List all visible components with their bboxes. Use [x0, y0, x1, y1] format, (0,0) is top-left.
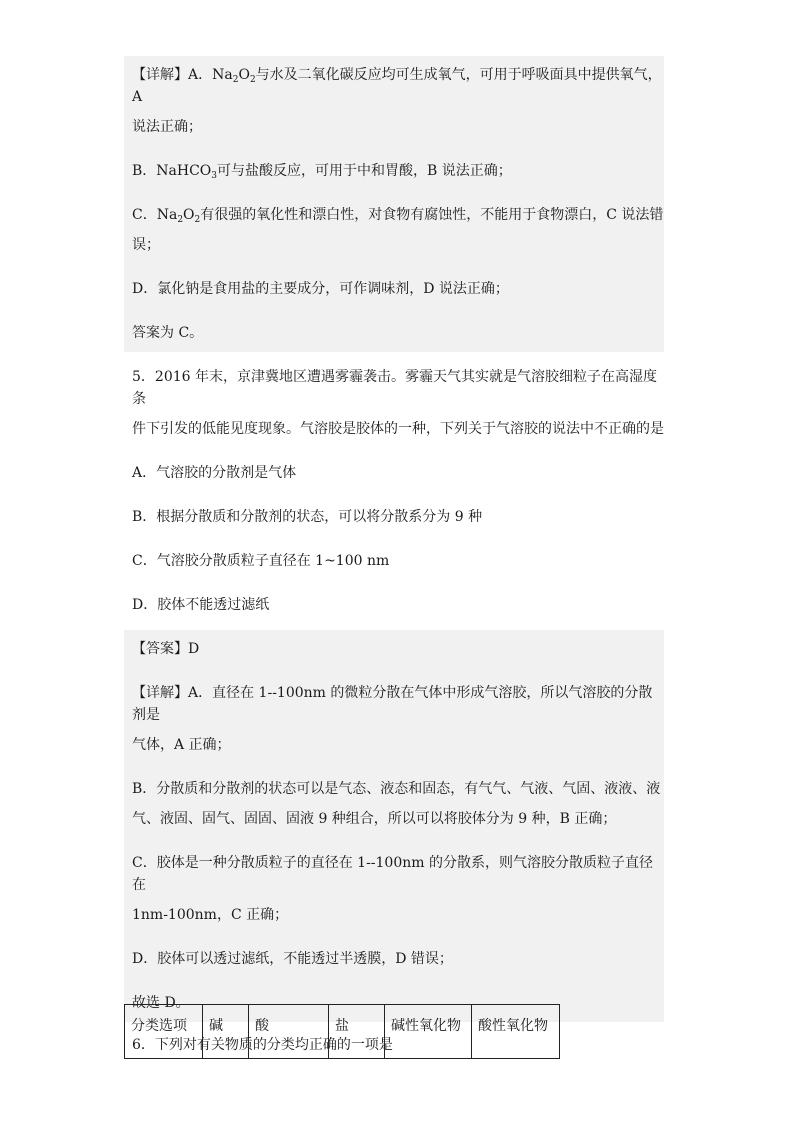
q5-option-c: C．气溶胶分散质粒子直径在 1~100 nm [132, 553, 390, 569]
q5-option-d: D．胶体不能透过滤纸 [132, 597, 270, 613]
q5-explain-b1: B．分散质和分散剂的状态可以是气态、液态和固态，有气气、气液、气固、液液、液 [132, 781, 661, 797]
explain-line-a2: 说法正确； [132, 119, 202, 135]
q5-explain-c2: 1nm-100nm，C 正确； [132, 907, 289, 923]
table-header-cell: 盐 [329, 1005, 385, 1059]
q5-explain-a1: 【详解】A．直径在 1--100nm 的微粒分散在气体中形成气溶胶，所以气溶胶的分散剂是 [132, 685, 653, 723]
q6-stem: 6．下列对有关物质的分类均正确的一项是 [132, 1037, 393, 1053]
table-header-cell: 碱性氧化物 [385, 1005, 472, 1059]
prev-explanation [124, 56, 664, 352]
table-header-cell: 酸性氧化物 [472, 1005, 560, 1059]
q5-stem-line1: 5．2016 年末，京津冀地区遭遇雾霾袭击。雾霾天气其实就是气溶胶细粒子在高湿度条 [132, 369, 657, 407]
q5-answer: 【答案】D [132, 641, 200, 657]
table-header-cell: 碱 [203, 1005, 249, 1059]
explain-line-c2: 误； [132, 237, 160, 253]
table-header-cell: 酸 [249, 1005, 329, 1059]
table-header-cell: 分类选项 [125, 1005, 203, 1059]
q5-explain-d: D．胶体可以透过滤纸，不能透过半透膜，D 错误； [132, 951, 453, 967]
q5-explain-c1: C．胶体是一种分散质粒子的直径在 1--100nm 的分散系，则气溶胶分散质粒子直径在 [132, 855, 653, 893]
explain-line-b: B．NaHCO$_3$可与盐酸反应，可用于中和胃酸，B 说法正确； [132, 163, 512, 181]
prev-answer-line: 答案为 C。 [132, 325, 204, 341]
q5-explanation [124, 630, 664, 1022]
table-header-row [125, 1005, 560, 1059]
q5-explain-a2: 气体，A 正确； [132, 737, 231, 753]
q5-stem-line2: 件下引发的低能见度现象。气溶胶是胶体的一种，下列关于气溶胶的说法中不正确的是 [132, 421, 664, 437]
q5-conclusion: 故选 D。 [132, 995, 190, 1011]
explain-line-c1: C．$Na_2O_2$有很强的氧化性和漂白性，对食物有腐蚀性，不能用于食物漂白，C 说法错 [132, 207, 664, 225]
q5-option-b: B．根据分散质和分散剂的状态，可以将分散系分为 9 种 [132, 509, 483, 525]
document-page [124, 56, 664, 1056]
q5-option-a: A．气溶胶的分散剂是气体 [132, 465, 297, 481]
question-5 [124, 366, 664, 616]
q5-explain-b2: 气、液固、固气、固固、固液 9 种组合，所以可以将胶体分为 9 种，B 正确； [132, 811, 617, 827]
explain-line-a1: 【详解】A．$Na_2O_2$与水及二氧化碳反应均可生成氧气，可用于呼吸面具中提供氧气，A [132, 67, 662, 105]
classification-table [124, 1004, 560, 1059]
explain-line-d: D．氯化钠是食用盐的主要成分，可作调味剂，D 说法正确； [132, 281, 509, 297]
